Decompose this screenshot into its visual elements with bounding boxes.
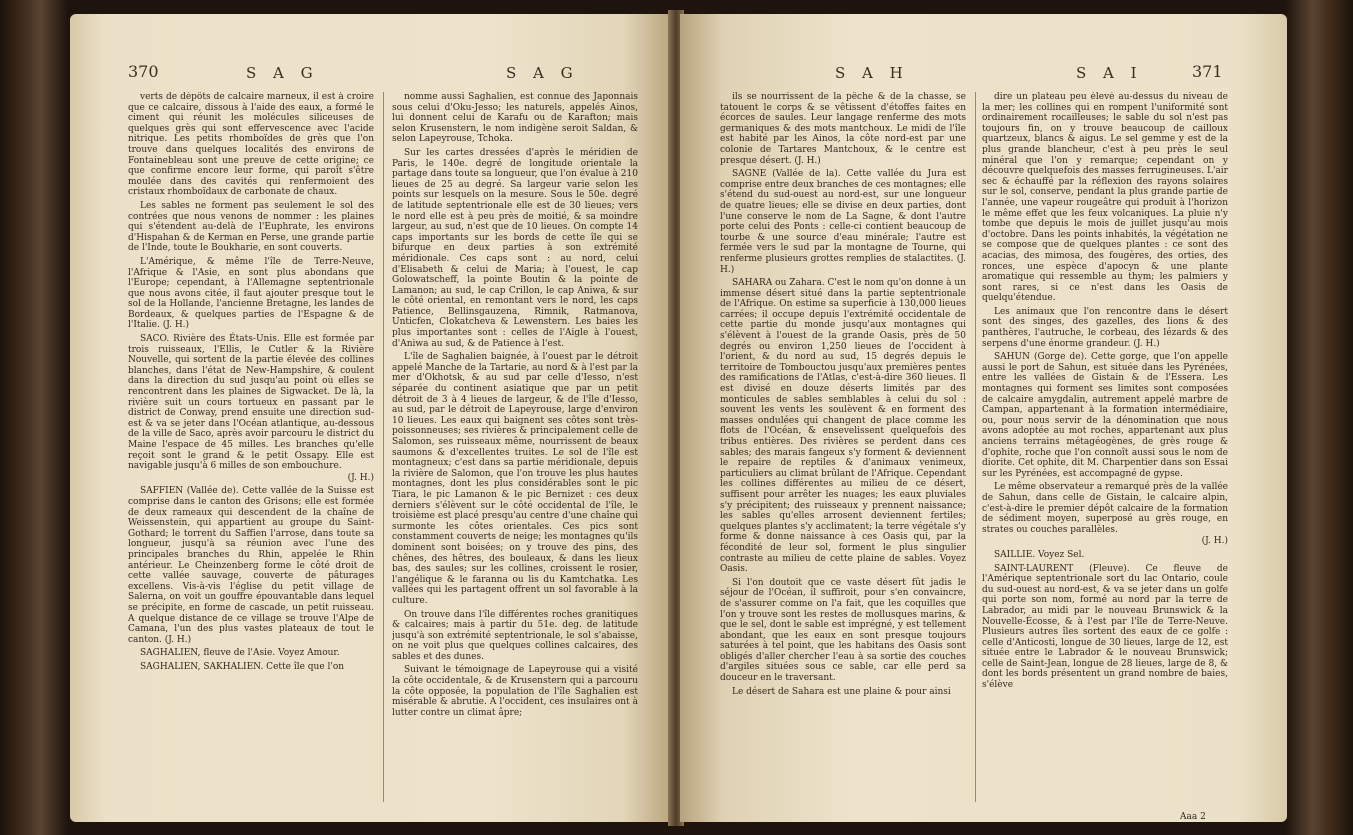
running-head-right-1: S A H — [835, 64, 909, 82]
paragraph: verts de dépôts de calcaire marneux, il est à croire que ce calcaire, dissous à l'aide des eaux, a formé le ciment qui réunit les molécules siliceuses de quelques grès qui sont effervescence avec l'acide nitrique. Les petits rhomboïdes de grès que l'on trouve dans quelques localités des environs de Fontainebleau sont une preuve de cette origine; ce que confirme encore leur forme, qui paroît s'être moulée dans des cavités qui renfermoient des cristaux rhomboïdaux de carbonate de chaux. — [128, 92, 374, 198]
right-page — [680, 14, 1287, 822]
paragraph: SACO. Rivière des États-Unis. Elle est formée par trois ruisseaux, l'Ellis, le Cutler & la Rivière Nouvelle, qui sortent de la partie élevée des collines blanches, dans l'état de New-Hampshire, & coulent dans la direction du sud jusqu'au point où elles se rencontrent dans les plaines de Sigwacket. De là, la rivière suit un cours tortueux en passant par le district de Conway, prend ensuite une direction sud-est & va se jeter dans l'Océan atlantique, au-dessous de la ville de Saco, après avoir parcouru le district du Maine l'espace de 45 milles. Les branches qu'elle reçoit sont le grand & le petit Ossapy. Elle est navigable jusqu'à 6 milles de son embouchure. — [128, 334, 374, 472]
paragraph: Le désert de Sahara est une plaine & pour ainsi — [732, 686, 951, 697]
paragraph: (J. H.) — [347, 472, 374, 483]
paragraph: On trouve dans l'île différentes roches granitiques & calcaires; mais à partir du 51e. deg. de latitude jusqu'à son extrémité septentrionale, le sol s'abaisse, on ne voit plus que quelques collines calcaires, des sables et des dunes. — [392, 609, 638, 662]
right-column-2 — [982, 92, 1228, 812]
paragraph: (J. H.) — [1201, 536, 1228, 547]
paragraph: SAHUN (Gorge de). Cette gorge, que l'on appelle aussi le port de Sahun, est située dans les Pyrénées, entre les vallées de Gistain & de l'Essera. Les montagnes qui forment ses limites sont composées de calcaire amygdalin, autrement appelé marbre de Campan, appartenant à la formation intermédiaire, ou, pour nous servir de la dénomination que nous avons adoptée au mot roches, appartenant aux plus anciens terrains métagéogènes, de grès rouge & d'ophite, roche que l'on connoît aussi sous le nom de diorite. Cet ophite, dit M. Charpentier dans son Essai sur les Pyrénées, est accompagné de gypse. — [982, 352, 1228, 479]
paragraph: Si l'on doutoit que ce vaste désert fût jadis le séjour de l'Océan, il suffiroit, pour s'en convaincre, de s'assurer comme on l'a fait, que les coquilles que l'on y trouve sont les restes de mollusques marins, & que le sel, dont le sable est imprégné, y est tellement abondant, que les eaux en sont presque toujours saturées à tel point, que les habitans des Oasis sont obligés d'aller chercher l'eau à sa sortie des couches d'argiles situées sous ce sable, car elle perd sa douceur en le traversant. — [720, 577, 966, 684]
running-head-right-2: S A I — [1076, 64, 1143, 82]
page-number-left: 370 — [128, 62, 159, 81]
paragraph: L'Amérique, & même l'île de Terre-Neuve, l'Afrique & l'Asie, en sont plus abondans que l'Europe; cependant, à l'Allemagne septentrionale que nous avons citée, il faut ajouter presque tout le sol de la Hollande, l'ancienne Bretagne, les landes de Bordeaux, & quelques parties de l'Espagne & de l'Italie. (J. H.) — [128, 256, 374, 331]
paragraph: Les animaux que l'on rencontre dans le désert sont des singes, des gazelles, des lions & des panthères, l'autruche, le corbeau, des lézards & des serpens d'une énorme grandeur. (J. H.) — [982, 306, 1228, 349]
paragraph: Suivant le témoignage de Lapeyrouse qui a visité la côte occidentale, & de Krusenstern qui a parcouru la côte opposée, la population de l'île Saghalien est misérable & abrutie. A l'occident, ces insulaires ont à lutter contre un climat âpre; — [392, 665, 638, 718]
paragraph: SAGHALIEN, SAKHALIEN. Cette île que l'on — [140, 661, 345, 672]
paragraph: SAFFIEN (Vallée de). Cette vallée de la Suisse est comprise dans le canton des Grisons; elle est formée de deux rameaux qui descendent de la chaîne de Weissenstein, qui appartient au groupe du Saint-Gothard; le torrent du Saffien l'arrose, dans toute sa longueur, jusqu'à sa réunion avec l'une des principales branches du Rhin, appelée le Rhin antérieur. Le Cheinzenberg forme le côté droit de cette vallée sauvage, couverte de pâturages excellens. Vis-à-vis l'église du petit village de Salerna, on voit un gouffre épouvantable dans lequel se précipite, en forme de cascade, un petit ruisseau. A quelque distance de ce village se trouve l'Alpe de Camana, l'un des plus vastes plateaux de tout le canton. (J. H.) — [128, 486, 374, 645]
paragraph: SAINT-LAURENT (Fleuve). Ce fleuve de l'Amérique septentrionale sort du lac Ontario, coule du sud-ouest au nord-est, & va se jeter dans un golfe qui porte son nom, formé au nord par la terre de Labrador, au midi par le nouveau Brunswick & la Nouvelle-Écosse, & à l'est par l'île de Terre-Neuve. Plusieurs autres îles sortent des eaux de ce golfe : celle d'Anticosti, longue de 30 lieues, large de 12, est située entre le Labrador & le nouveau Brunswick; celle de Saint-Jean, longue de 28 lieues, large de 8, & dont les bords présentent un grand nombre de baies, s'élève — [982, 563, 1228, 691]
paragraph: ils se nourrissent de la pêche & de la chasse, se tatouent le corps & se vêtissent d'étoffes faites en écorces de saules. Leur langage renferme des mots germaniques & des mots mantchoux. Le midi de l'île est habité par les Ainos, la côte nord-est par une colonie de Tartares Mantchoux, & le centre est presque désert. (J. H.) — [720, 92, 966, 166]
left-column-1 — [128, 92, 374, 812]
paragraph: L'île de Saghalien baignée, à l'ouest par le détroit appelé Manche de la Tartarie, au nord & à l'est par la mer d'Okhotsk, & au sud par celle d'Iesso, n'est séparée du continent asiatique que par un petit détroit de 3 à 4 lieues de largeur, & de l'île d'Iesso, au sud, par le détroit de Lapeyrouse, large d'environ 10 lieues. Les eaux qui baignent ses côtes sont très-poissonneuses; ses rivières & principalement celle de Salomon, ses ruisseaux même, nourrissent de beaux saumons & d'excellentes truites. Le sol de l'île est montagneux; c'est dans sa partie méridionale, depuis la rivière de Salomon, que l'on trouve les plus hautes montagnes, dont les plus considérables sont le pic Tiara, le pic Lamanon & le pic Bernizet : ces deux derniers s'élèvent sur le côté occidental de l'île, le troisième est placé presqu'au centre d'une chaîne qui surmonte les côtes orientales. Ces pics sont constamment couverts de neige; les montagnes qu'ils dominent sont boisées; on y trouve des pins, des chênes, des hêtres, des bouleaux, & dans les lieux bas, des saules; sur les collines, croissent le rosier, l'angélique & le faranna ou lis du Kamtchatka. Les vallées qui les partagent offrent un sol favorable à la culture. — [392, 352, 638, 606]
right-column-1 — [720, 92, 966, 812]
column-rule-left — [383, 92, 384, 802]
paragraph: nomme aussi Saghalien, est connue des Japonnais sous celui d'Oku-Jesso; les naturels, appelés Ainos, lui donnent celui de Karafu ou de Karafton; mais selon Krusenstern, le nom indigène seroit Saldan, & selon Lapeyrouse, Tchoka. — [392, 92, 638, 145]
paragraph: dire un plateau peu élevé au-dessus du niveau de la mer; les collines qui en rompent l'uniformité sont ordinairement rocailleuses; le sable du sol n'est pas toujours fin, on y trouve beaucoup de cailloux quartzeux, blancs & aigus. Le sel gemme y est de la plus grande blancheur, c'est à peu près le seul minéral que l'on y remarque; cependant on y découvre quelquefois des masses ferrugineuses. L'air sec & échauffé par la réflexion des rayons solaires sur le sol, conserve, pendant la plus grande partie de l'année, une vapeur rougeâtre qui produit à l'horizon le même effet que les feux volcaniques. La pluie n'y tombe que depuis le mois de juillet jusqu'au mois d'octobre. Dans les points inhabités, la végétation ne se compose que de quelques plantes : ce sont des acacias, des mimosa, des fougères, des orties, des ronces, une espèce d'apocyn & une plante aromatique qui ressemble au thym; les palmiers y sont rares, si ce n'est dans les Oasis de quelqu'étendue. — [982, 92, 1228, 304]
signature-mark: Aaa 2 — [1180, 812, 1206, 822]
running-head-left-1: S A G — [246, 64, 319, 82]
column-rule-right — [975, 92, 976, 802]
paragraph: Le même observateur a remarqué près de la vallée de Sahun, dans celle de Gistain, le calcaire alpin, c'est-à-dire le premier dépôt calcaire de la formation de sédiment moyen, superposé au grès rouge, en strates ou couches parallèles. — [982, 482, 1228, 535]
left-column-2 — [392, 92, 638, 812]
paragraph: SAGHALIEN, fleuve de l'Asie. Voyez Amour. — [140, 648, 340, 659]
running-head-left-2: S A G — [506, 64, 579, 82]
left-page — [70, 14, 672, 822]
paragraph: Les sables ne forment pas seulement le sol des contrées que nous venons de nommer : les plaines qui s'étendent au-delà de l'Euphrate, les environs d'Hispahan & de Kerman en Perse, une grande partie de l'Inde, toute le Boukharie, en sont couverts. — [128, 200, 374, 254]
page-number-right: 371 — [1192, 62, 1223, 81]
paragraph: SAHARA ou Zahara. C'est le nom qu'on donne à un immense désert situé dans la partie septentrionale de l'Afrique. On estime sa superficie à 130,000 lieues carrées; il occupe depuis l'extrémité occidentale de cette partie du monde jusqu'aux montagnes qui s'élèvent à l'ouest de la grande Oasis, près de 50 degrés ou environ 1,250 lieues de l'occident à l'orient, & du nord au sud, 15 degrés depuis le territoire de Tombouctou jusqu'aux premières pentes des ramifications de l'Atlas, c'est-à-dire 360 lieues. Il est divisé en douze déserts limités par des monticules de sables semblables à celui du sol : souvent les vents les soulèvent & en forment des masses ondulées qui changent de place comme les flots de l'Océan, & ensevelissent quelquefois des tribus entières. Des rivières se perdent dans ces sables; des marais fangeux s'y forment & deviennent le repaire de reptiles & d'animaux venimeux, particuliers au climat brûlant de l'Afrique. Cependant les collines différentes au milieu de ce désert, suffisent pour arrêter les nuages; les eaux pluviales s'y précipitent; des ruisseaux y prennent naissance; les sables qu'elles arrosent deviennent fertiles; quelques plantes s'y acclimatent; la terre végétale s'y forme & donne naissance à ces Oasis qui, par la fécondité de leur sol, forment le plus singulier contraste au milieu de cette plaine de sables. Voyez Oasis. — [720, 278, 966, 575]
paragraph: SAILLIE. Voyez Sel. — [994, 549, 1085, 560]
paragraph: SAGNE (Vallée de la). Cette vallée du Jura est comprise entre deux branches de ces montagnes; elle s'étend du sud-ouest au nord-est, sur une longueur de quatre lieues; elle se divise en deux parties, dont l'une conserve le nom de La Sagne, & dont l'autre porte celui des Ponts : celle-ci contient beaucoup de tourbe & une source d'eau minérale; l'autre est fermée vers le sud par la montagne de Tourne, qui renferme plusieurs grottes remplies de stalactites. (J. H.) — [720, 169, 966, 275]
paragraph: Sur les cartes dressées d'après le méridien de Paris, le 140e. degré de longitude orientale la partage dans toute sa longueur, que l'on évalue à 210 lieues de 25 au degré. Sa largeur varie selon les points sur lesquels on la mesure. Sous le 50e. degré de latitude septentrionale elle est de 30 lieues; vers le nord elle est à peu près de moitié, & sa moindre largeur, au sud, n'est que de 10 lieues. On compte 14 caps importants sur les bords de cette île qui se bifurque en deux parties à son extrémité méridionale. Ces caps sont : au nord, celui d'Elisabeth & celui de Maria; à l'ouest, le cap Golowatscheff, la pointe Boutin & la pointe de Lamanon; au sud, le cap Crillon, le cap Aniwa, & sur le côté oriental, en remontant vers le nord, les caps Patience, Bellinsgauzena, Rimnik, Ratmanova, Unticfen, Clokatcheva & Lewenstern. Les baies les plus importantes sont : celles de l'Aigle à l'ouest, d'Aniwa au sud, & de Patience à l'est. — [392, 147, 638, 349]
